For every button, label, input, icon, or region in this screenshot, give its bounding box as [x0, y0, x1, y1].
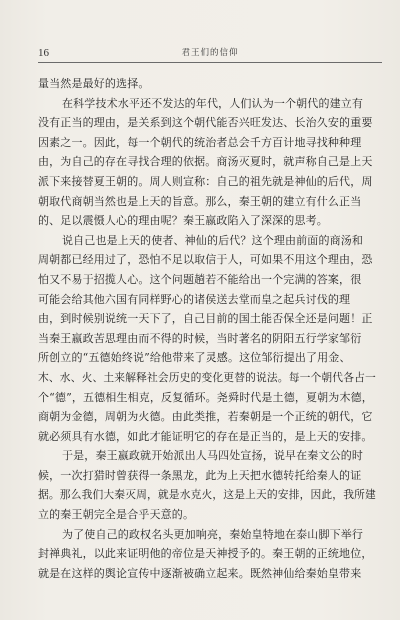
body-text	[38, 74, 382, 583]
paragraph-3	[38, 231, 382, 447]
text-line: 木、水、火、土来解释社会历史的变化更替的说法。每一个朝代各占一	[38, 370, 376, 384]
text-line: 所创立的“五德始终说”给他带来了灵感。这位邹衍提出了用金、	[38, 351, 351, 365]
paragraph-4	[38, 446, 382, 524]
text-line: 据。那么我们大秦灭周，就是水克火，这是上天的安排，因此，我所建	[38, 488, 376, 502]
paragraph-5	[38, 525, 382, 584]
text-line: 候，一次打猎时曾获得一条黑龙，此为上天把水德转托给秦人的证	[38, 468, 362, 482]
text-line: 为了使自己的政权名头更加响亮，秦始皇特地在泰山脚下举行	[62, 527, 364, 541]
text-line: 朝取代商朝当然也是上天的旨意。那么，秦王朝的建立有什么正当	[38, 194, 362, 208]
text-line: 因素之一。因此，每一个朝代的统治者总会千方百计地寻找种种理	[38, 135, 362, 149]
paragraph-2	[38, 94, 382, 231]
header-rule	[38, 62, 382, 63]
text-line: 就是在这样的舆论宣传中逐渐被确立起来。既然神仙给秦始皇带来	[38, 566, 362, 580]
text-line: 在科学技术水平还不发达的年代，人们认为一个朝代的建立有	[62, 96, 364, 110]
text-line: 说自己也是上天的使者、神仙的后代？这个理由前面的商汤和	[62, 233, 364, 247]
text-line: 于是，秦王嬴政就开始派出人马四处宣扬，说早在秦文公的时	[62, 449, 364, 463]
text-line: 的、足以震慑人心的理由呢？秦王嬴政陷入了深深的思考。	[38, 214, 328, 228]
text-line: 量当然是最好的选择。	[38, 77, 150, 90]
text-line: 当秦王嬴政苦思理由而不得的时候，当时著名的阴阳五行学家邹衍	[38, 331, 362, 345]
running-header	[38, 46, 382, 60]
text-line: 封禅典礼，以此来证明他的帝位是天神授予的。秦王朝的正统地位，	[38, 547, 373, 561]
page-number: 16	[38, 47, 49, 59]
text-line: 由，到时候别说统一天下了，自己目前的国土能否保全还是问题！正	[38, 312, 373, 326]
text-line: 派下来接替夏王朝的。周人则宣称：自己的祖先就是神仙的后代，周	[38, 174, 373, 188]
text-line: 个“德”，五德相生相克，反复循环。尧舜时代是土德，夏朝为木德，	[38, 390, 373, 404]
running-header-title: 君王们的信仰	[181, 48, 239, 58]
text-line: 没有正当的理由，是关系到这个朝代能否兴旺发达、长治久安的重要	[38, 116, 373, 130]
text-line: 由，为自己的存在寻找合理的依据。商汤灭夏时，就声称自己是上天	[38, 155, 373, 169]
text-line: 怕又不易于招揽人心。这个问题趟若不能给出一个完满的答案，很	[38, 272, 362, 286]
text-line: 周朝都已经用过了，恐怕不足以取信于人，可如果不用这个理由，恐	[38, 253, 373, 267]
text-line: 立的秦王朝完全是合乎天意的。	[38, 508, 195, 522]
text-line: 可能会给其他六国有同样野心的诸侯送去堂而皇之起兵讨伐的理	[38, 292, 351, 306]
paragraph-1	[38, 74, 382, 94]
text-line: 就必须具有水德，如此才能证明它的存在是正当的，是上天的安排。	[38, 429, 373, 443]
text-line: 商朝为金德，周朝为火德。由此类推，若秦朝是一个正统的朝代，它	[38, 410, 373, 424]
